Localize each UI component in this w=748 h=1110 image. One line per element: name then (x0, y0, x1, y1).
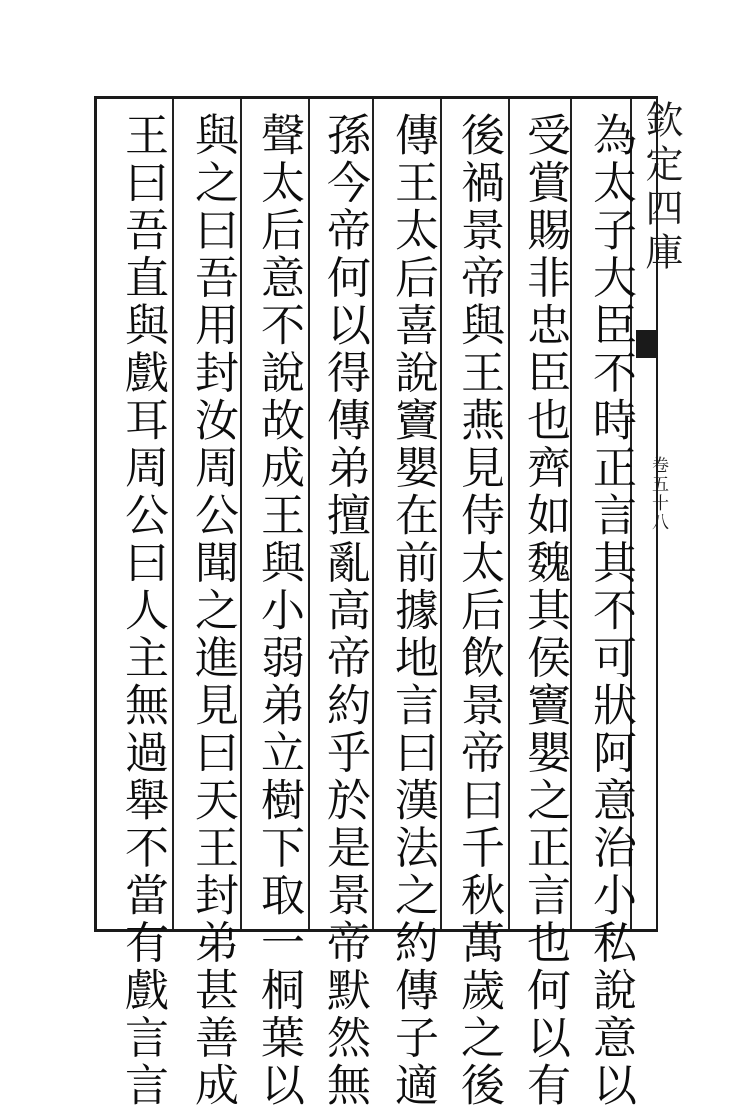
text-column-5: 孫今帝何以得傳弟擅亂高帝約乎於是景帝默然無 (319, 112, 370, 1110)
text-column-8: 王曰吾直與戲耳周公曰人主無過舉不當有戲言言 (117, 112, 168, 1110)
text-column-3: 後禍景帝與王燕見侍太后飲景帝曰千秋萬歲之後 (453, 112, 504, 1110)
column-divider (172, 99, 174, 929)
text-column-1: 為太子大臣不時正言其不可狀阿意治小私說意以 (585, 112, 636, 1110)
book-title: 欽定四庫 (639, 100, 683, 276)
page-frame (94, 96, 658, 932)
text-column-2: 受賞賜非忠臣也齊如魏其侯竇嬰之正言也何以有 (519, 112, 570, 1110)
column-divider (372, 99, 374, 929)
fishtail-mark (636, 330, 658, 358)
text-column-4: 傳王太后喜說竇嬰在前據地言曰漢法之約傳子適 (387, 112, 438, 1110)
column-divider (308, 99, 310, 929)
text-column-6: 聲太后意不說故成王與小弱弟立樹下取一桐葉以 (253, 112, 304, 1110)
volume-label: 卷五十八 (648, 456, 668, 532)
column-divider (240, 99, 242, 929)
column-divider (508, 99, 510, 929)
column-divider (440, 99, 442, 929)
text-column-7: 與之曰吾用封汝周公聞之進見曰天王封弟甚善成 (187, 112, 238, 1110)
